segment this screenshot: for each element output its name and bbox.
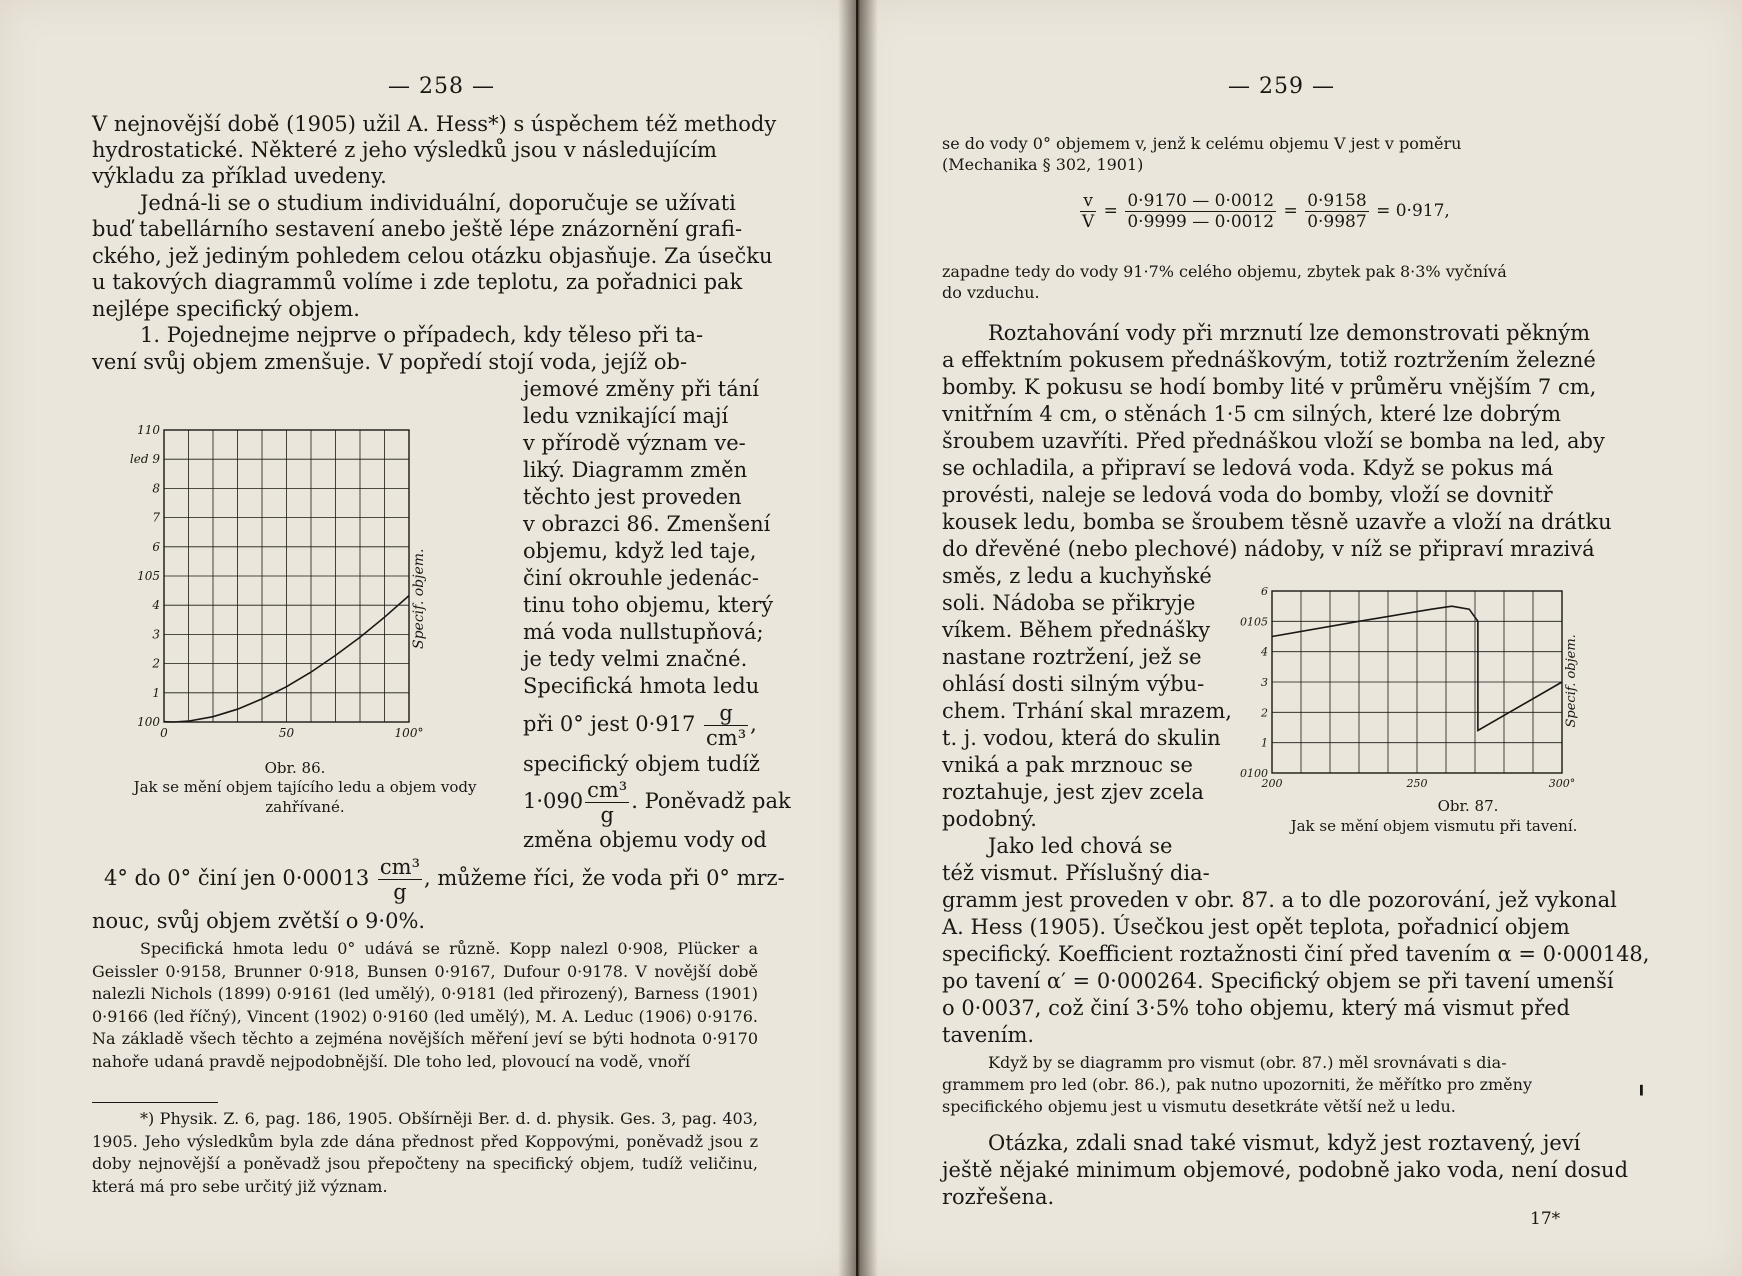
change-unit-fraction: $\frac{\text{cm³}}{g}$	[379, 854, 420, 904]
y-tick-label: 2	[1261, 706, 1268, 720]
footnote-rule	[92, 1102, 218, 1103]
bomb-side-line-2: víkem. Během přednášky	[942, 618, 1211, 642]
bomb-line-2: a effektním pokusem přednáškovým, totiž roztržením železné	[942, 348, 1596, 372]
bomb-side-line-10: Jako led chová se	[988, 834, 1173, 858]
x-tick-label: 250	[1406, 777, 1428, 790]
change-line: změna objemu vody od	[523, 828, 767, 852]
volume-value-line: 1·090 $\frac{\text{cm³}}{g}$ . Poněvadž pak	[523, 777, 791, 827]
bomb-line-6: se ochladila, a připraví se ledová voda. Když se pokus má	[942, 456, 1554, 480]
footnote: *) Physik. Z. 6, pag. 186, 1905. Obšírněji Ber. d. d. physik. Ges. 3, pag. 403, 1905. Jeho výsledkům byla zde dána přednost před Koppovými, poněvadž jsou z doby nejnovější a poněvadž jsou přepočteny na specifický objem, tudíž veličinu, která má pro sebe určitý již význam.	[92, 1109, 758, 1196]
side-line-9: tinu toho objemu, který	[523, 593, 774, 617]
side-line-5: těchto jest proveden	[523, 485, 742, 509]
figure-86-chart	[110, 425, 480, 745]
y-tick-label: 4	[152, 598, 160, 613]
bomb-side-line-8: roztahuje, jest zjev zcela	[942, 780, 1204, 804]
figure-86-grid	[164, 430, 409, 722]
question-line-3: rozřešena.	[942, 1185, 1055, 1209]
bismuth-line-2: A. Hess (1905). Úsečkou jest opět teplota, pořadnicí objem	[942, 915, 1570, 939]
figure-87-chart	[1232, 586, 1592, 826]
x-tick-label: 200	[1261, 777, 1283, 790]
x-tick-label: 300°	[1548, 777, 1576, 790]
formula: $\frac{v}{V}$ = $\frac{0\cdot 9170 — 0\cdot 0012}{0\cdot 9999 — 0\cdot 0012}$ = $\frac{0\cdot 9158}{0\cdot 9987}$ = 0·917,	[1082, 190, 1450, 232]
volume-word-line: specifický objem tudíž	[523, 752, 760, 776]
side-line-6: v obrazci 86. Zmenšení	[523, 512, 771, 536]
para3-line-2: vení svůj objem zmenšuje. V popředí stojí voda, jejíž ob-	[92, 350, 688, 374]
bomb-line-4: vnitřním 4 cm, o stěnách 1·5 cm silných, které lze dobrým	[942, 402, 1562, 426]
bomb-side-line-6: t. j. vodou, která do skulin	[942, 726, 1221, 750]
bomb-side-line-7: vniká a pak mrznouc se	[942, 753, 1193, 777]
cont-line-1: se do vody 0° objemem v, jenž k celému objemu V jest v poměru	[942, 134, 1462, 153]
bomb-line-7: provésti, naleje se ledová voda do bomby, vloží se dovnitř	[942, 483, 1553, 507]
bomb-side-line-5: chem. Trhání skal mrazem,	[942, 699, 1232, 723]
bismuth-line-4: po tavení α′ = 0·000264. Specifický objem se při tavení umenší	[942, 969, 1614, 993]
para2-line-4: u takových diagrammů volíme i zde teplotu, za pořadnici pak	[92, 270, 743, 294]
y-tick-label: 7	[152, 510, 160, 525]
side-line-8: činí okrouhle jedenác-	[523, 566, 760, 590]
side-line-10: má voda nullstupňová;	[523, 620, 764, 644]
para2-line-3: ckého, jež jediným pohledem celou otázku objasňuje. Za úsečku	[92, 244, 773, 268]
figure-87-grid	[1272, 591, 1562, 773]
side-line-2: ledu vznikající mají	[523, 404, 729, 428]
volume-unit-fraction: $\frac{\text{cm³}}{g}$	[587, 777, 628, 827]
side-line-7: objemu, když led taje,	[523, 539, 757, 563]
y-tick-label: 1	[152, 685, 160, 700]
y-tick-label: 0105	[1240, 615, 1268, 629]
x-tick-label: 0	[160, 726, 168, 740]
bismuth-line-1: gramm jest proveden v obr. 87. a to dle pozorování, jež vykonal	[942, 888, 1617, 912]
side-line-11: je tedy velmi značné.	[523, 647, 748, 671]
bomb-side-line-1: soli. Nádoba se přikryje	[942, 591, 1196, 615]
note-line-3: specifického objemu jest u vismutu desetkráte větší než u ledu.	[942, 1097, 1456, 1116]
y-tick-label: led 9	[129, 452, 160, 467]
para2-line-5: nejlépe specifický objem.	[92, 297, 360, 321]
bomb-side-line-11: též vismut. Příslušný dia-	[942, 861, 1210, 885]
note-line-1: Když by se diagramm pro vismut (obr. 87.) měl srovnávati s dia-	[988, 1053, 1507, 1072]
figure-86-number: Obr. 86.	[264, 759, 326, 777]
x-tick-label: 100°	[394, 726, 424, 740]
bomb-line-5: šroubem uzavříti. Před přednáškou vloží se bomba na led, aby	[942, 429, 1605, 453]
change-value-line: 4° do 0° činí jen 0·00013 $\frac{\text{cm³}}{g}$ , můžeme říci, že voda při 0° mrz-	[104, 854, 785, 904]
intro-line-2: hydrostatické. Některé z jeho výsledků jsou v následujícím	[92, 138, 717, 162]
after-formula-line-2: do vzduchu.	[942, 283, 1040, 302]
left-page	[0, 0, 856, 1276]
x-tick-label: 50	[278, 726, 295, 740]
stray-mark: ╻	[1636, 1075, 1647, 1096]
bomb-line-1: Roztahování vody při mrznutí lze demonstrovati pěkným	[988, 321, 1591, 345]
y-tick-label: 105	[137, 569, 160, 583]
para2-line-2: buď tabellárního sestavení anebo ještě lépe znázornění grafi-	[92, 217, 743, 241]
figure-86-y-axis-label: Specif. objem.	[411, 548, 427, 649]
density-line: při 0° jest 0·917 $\frac{g}{\text{cm³}}$ ,	[523, 700, 757, 750]
y-tick-label: 8	[152, 481, 160, 496]
page-number-right: — 259 —	[1228, 74, 1335, 99]
figure-86-caption: Jak se mění objem tajícího ledu a objem vody zahřívané.	[133, 778, 477, 816]
bomb-line-9: do dřevěné (nebo plechové) nádoby, v níž se připraví mrazivá	[942, 537, 1595, 561]
figure-87-number: Obr. 87.	[1437, 797, 1499, 815]
y-tick-label: 4	[1261, 645, 1268, 659]
figure-87-y-tick-labels	[1240, 585, 1268, 780]
y-tick-label: 6	[152, 539, 160, 554]
y-tick-label: 110	[137, 423, 160, 437]
y-tick-label: 0100	[1240, 767, 1268, 780]
side-line-4: liký. Diagramm změn	[523, 458, 748, 482]
bomb-line-3: bomby. K pokusu se hodí bomby lité v průměru vnějším 7 cm,	[942, 375, 1597, 399]
y-tick-label: 6	[1261, 585, 1268, 598]
intro-line-3: výkladu za příklad uvedeny.	[92, 164, 387, 188]
note-line-2: grammem pro led (obr. 86.), pak nutno upozorniti, že měřítko pro změny	[942, 1075, 1532, 1094]
question-line-1: Otázka, zdali snad také vismut, když jest roztavený, jeví	[988, 1131, 1581, 1155]
side-line-1: jemové změny při tání	[523, 377, 760, 401]
density-unit-fraction: $\frac{g}{\text{cm³}}$	[706, 700, 747, 750]
figure-87-y-axis-label: Specif. objem.	[1564, 634, 1579, 728]
bismuth-line-3: specifický. Koefficient roztažnosti činí před tavením α = 0·000148,	[942, 942, 1650, 966]
signature-mark: 17*	[1530, 1209, 1561, 1229]
side-line-3: v přírodě význam ve-	[523, 431, 746, 455]
after-formula-line-1: zapadne tedy do vody 91·7% celého objemu, zbytek pak 8·3% vyčnívá	[942, 262, 1507, 281]
right-page	[858, 0, 1742, 1276]
cont-line-2: (Mechanika § 302, 1901)	[942, 155, 1144, 174]
bismuth-line-5: o 0·0037, což činí 3·5% toho objemu, který má vismut před	[942, 996, 1570, 1020]
figure-86-y-tick-labels	[130, 423, 160, 729]
figure-86-x-tick-labels	[160, 726, 423, 740]
para3-line-1: 1. Pojednejme nejprve o případech, kdy těleso při ta-	[140, 323, 704, 347]
figure-87-caption: Jak se mění objem vismutu při tavení.	[1290, 817, 1578, 835]
nouc-line: nouc, svůj objem zvětší o 9·0%.	[92, 909, 426, 933]
figure-87-x-tick-labels	[1261, 777, 1576, 790]
bismuth-line-6: tavením.	[942, 1023, 1035, 1047]
y-tick-label: 3	[1261, 676, 1268, 689]
y-tick-label: 2	[152, 656, 160, 671]
side-line-12: Specifická hmota ledu	[523, 674, 760, 698]
question-line-2: ještě nějaké minimum objemové, podobně jako voda, není dosud	[942, 1158, 1629, 1182]
bomb-line-8: kousek ledu, bomba se šroubem těsně uzavře a vloží na drátku	[942, 510, 1612, 534]
bomb-line-10: směs, z ledu a kuchyňské	[942, 564, 1212, 588]
page-number-left: — 258 —	[388, 74, 495, 99]
para2-line-1: Jedná-li se o studium individuální, doporučuje se užívati	[140, 191, 736, 215]
bomb-side-line-3: nastane roztržení, jež se	[942, 645, 1202, 669]
y-tick-label: 1	[1261, 736, 1268, 750]
intro-line-1: V nejnovější době (1905) užil A. Hess*) s úspěchem též methody	[92, 112, 777, 136]
y-tick-label: 3	[152, 627, 160, 642]
ice-density-note: Specifická hmota ledu 0° udává se různě. Kopp nalezl 0·908, Plücker a Geissler 0·9158, Brunner 0·918, Bunsen 0·9167, Dufour 0·9178. V novější době nalezli Nichols (1899) 0·9161 (led umělý), 0·9181 (led přirozený), Barness (1901) 0·9166 (led říčný), Vincent (1902) 0·9160 (led umělý), M. A. Leduc (1906) 0·9176. Na základě všech těchto a zejména novějších měření jeví se býti hodnota 0·9170 nahoře udaná pravdě nejpodobnější. Dle toho led, plovoucí na vodě, vnoří	[92, 939, 758, 1071]
bomb-side-line-9: podobný.	[942, 807, 1037, 831]
bomb-side-line-4: ohlásí dosti silným výbu-	[942, 672, 1205, 696]
y-tick-label: 100	[137, 715, 160, 729]
